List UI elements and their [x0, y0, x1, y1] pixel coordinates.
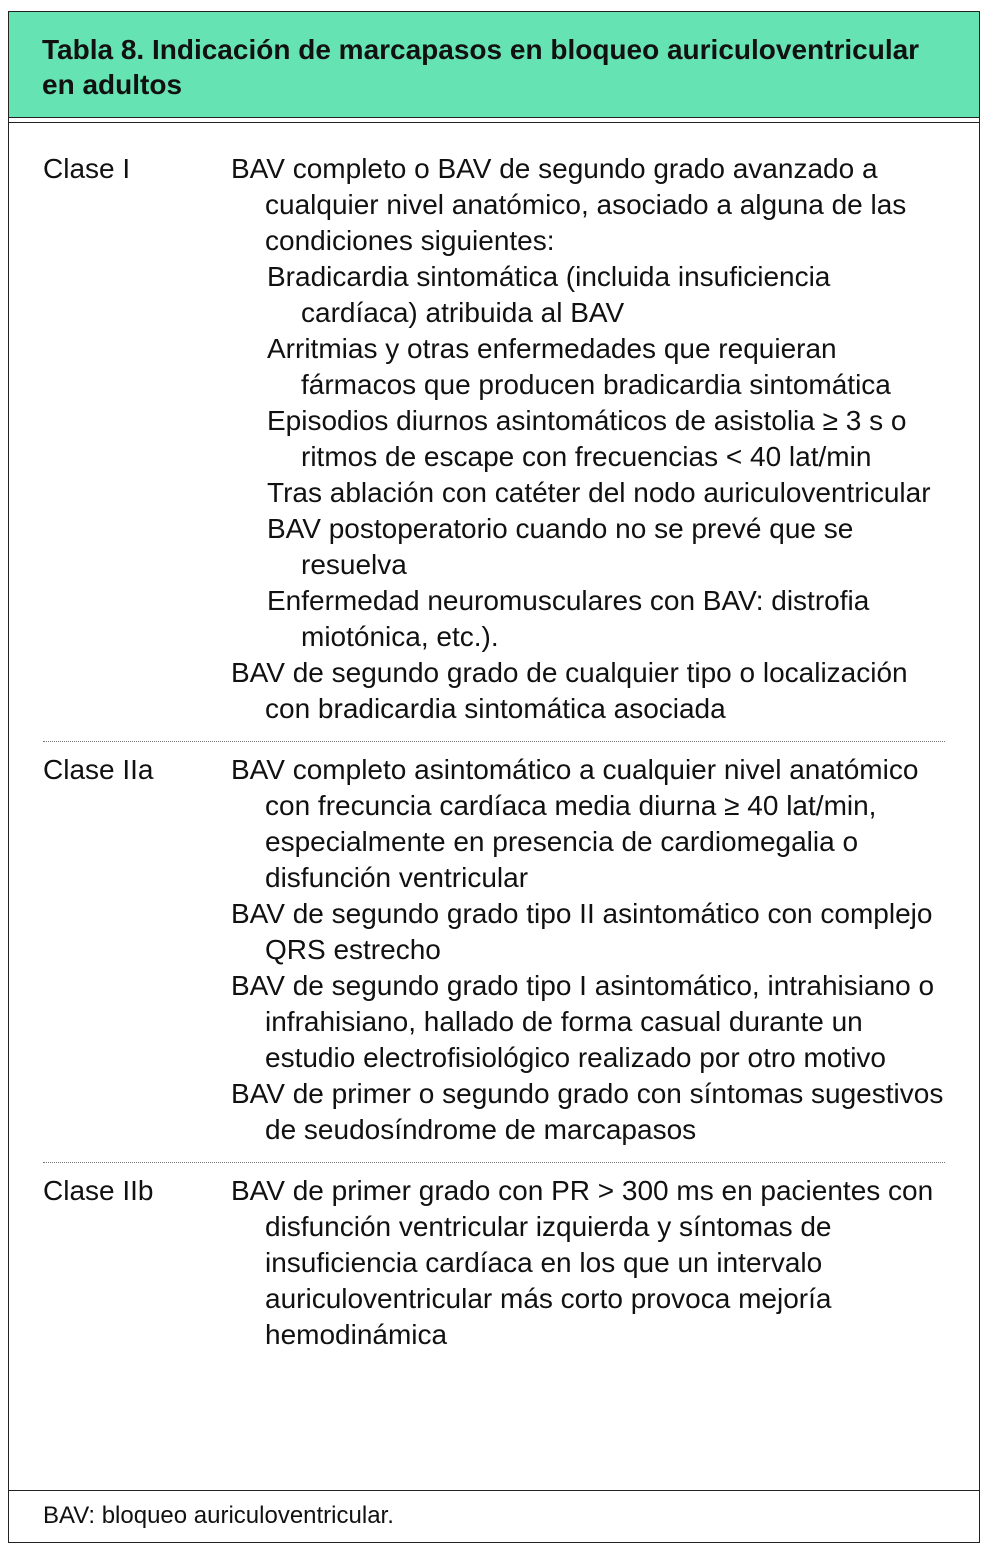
indication-item: BAV completo asintomático a cualquier nivel anatómico con frecuncia cardíaca media diurna ≥ 40 lat/min, especialmente en presencia de cardiomegalia o disfunción ventricular	[231, 754, 919, 893]
class-content	[231, 1173, 945, 1353]
row-clase-i	[43, 151, 945, 727]
table-body	[9, 123, 979, 1353]
indication-subitem: Arritmias y otras enfermedades que requieran fármacos que producen bradicardia sintomática	[267, 333, 891, 400]
indication-item: BAV de segundo grado tipo II asintomático con complejo QRS estrecho	[231, 898, 933, 965]
class-label: Clase I	[43, 153, 131, 184]
indication-subitem: BAV postoperatorio cuando no se prevé que se resuelva	[267, 513, 854, 580]
row-divider	[43, 741, 945, 742]
table-title: Tabla 8. Indicación de marcapasos en bloqueo auriculoventricular en adultos	[42, 34, 920, 100]
row-divider	[43, 1162, 945, 1163]
table-header	[9, 12, 979, 118]
indication-item: BAV de primer grado con PR > 300 ms en pacientes con disfunción ventricular izquierda y síntomas de insuficiencia cardíaca en los que un intervalo auriculoventricular más corto provoca mejoría hemodinámica	[231, 1175, 934, 1350]
table-footnote: BAV: bloqueo auriculoventricular.	[9, 1490, 979, 1542]
indication-subitem: Bradicardia sintomática (incluida insuficiencia cardíaca) atribuida al BAV	[267, 261, 831, 328]
class-content	[231, 151, 945, 727]
indication-item: BAV de primer o segundo grado con síntomas sugestivos de seudosíndrome de marcapasos	[231, 1078, 944, 1145]
indication-item: BAV de segundo grado de cualquier tipo o localización con bradicardia sintomática asociada	[231, 657, 908, 724]
row-clase-iib	[43, 1173, 945, 1353]
class-label: Clase IIb	[43, 1175, 154, 1206]
indication-subitem: Episodios diurnos asintomáticos de asistolia ≥ 3 s o ritmos de escape con frecuencias < 40 lat/min	[267, 405, 907, 472]
indication-item: BAV completo o BAV de segundo grado avanzado a cualquier nivel anatómico, asociado a alguna de las condiciones siguientes:	[231, 153, 907, 256]
row-clase-iia	[43, 752, 945, 1148]
class-label: Clase IIa	[43, 754, 154, 785]
indication-subitem: Tras ablación con catéter del nodo auriculoventricular	[267, 477, 931, 508]
indication-subitem: Enfermedad neuromusculares con BAV: distrofia miotónica, etc.).	[267, 585, 870, 652]
class-content	[231, 752, 945, 1148]
indication-item: BAV de segundo grado tipo I asintomático, intrahisiano o infrahisiano, hallado de forma casual durante un estudio electrofisiológico realizado por otro motivo	[231, 970, 935, 1073]
recommendation-table	[8, 11, 980, 1543]
